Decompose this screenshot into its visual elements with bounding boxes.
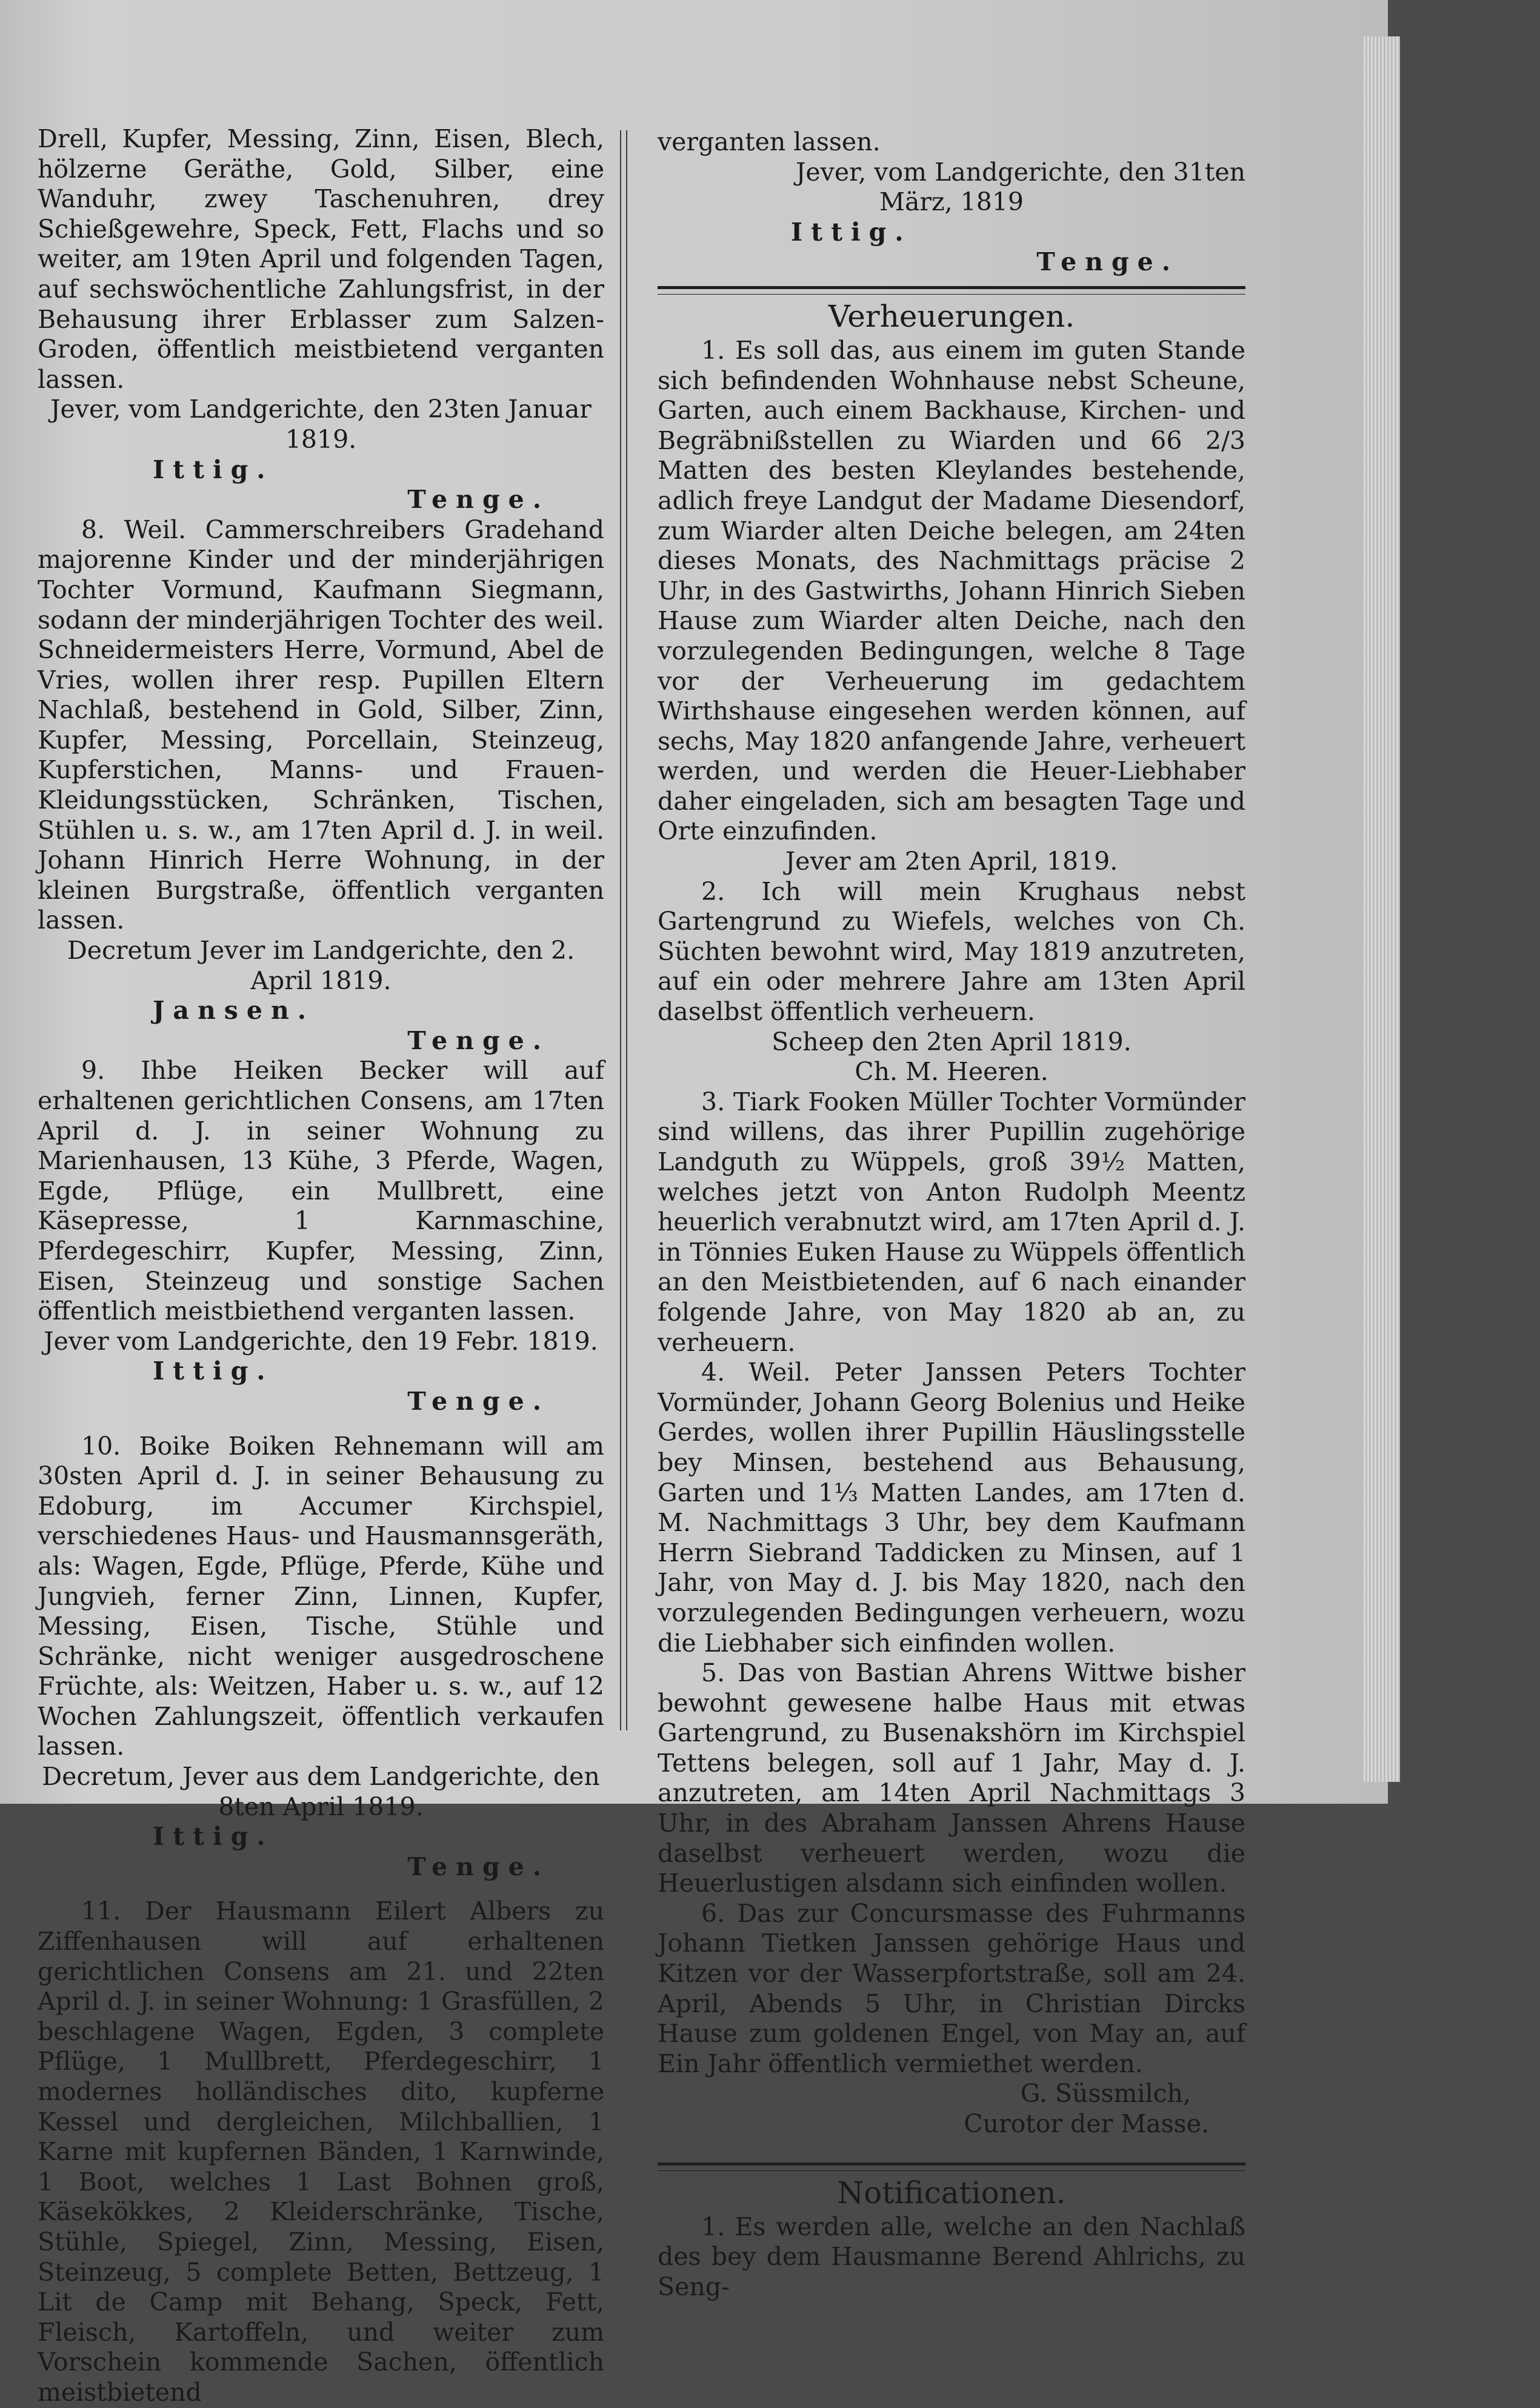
lease-notice-2-date: Scheep den 2ten April 1819. (772, 1027, 1132, 1056)
notice-8: 8. Weil. Cammerschreibers Gradehand majorenne Kinder und der minderjährigen Tochter Vormund, Kaufmann Siegmann, sodann der minderjährigen Tochter des weil. Schneidermeisters Herre, Vormund, Abel de Vries, wollen ihrer resp. Pupillen Eltern Nachlaß, bestehend in Gold, Silber, Zinn, Kupfer, Messing, Porcellain, Steinzeug, Kupferstichen, Manns- und Frauen-Kleidungsstücken, Schränken, Tischen, Stühlen u. s. w., am 17ten April d. J. in weil. Johann Hinrich Herre Wohnung, in der kleinen Burgstraße, öffentlich verganten lassen. (38, 515, 604, 935)
notification-1: 1. Es werden alle, welche an den Nachlaß des bey dem Hausmanne Berend Ahlrichs, zu Seng- (658, 2212, 1245, 2301)
notice-continued: verganten lassen. (658, 127, 881, 156)
signature-tenge: Tenge. (407, 1852, 550, 1881)
section-heading-verheuerungen: Verheuerungen. (828, 298, 1075, 334)
lease-notice-5: 5. Das von Bastian Ahrens Wittwe bisher bewohnt gewesene halbe Haus mit etwas Gartengrund, zu Busenakshörn im Kirchspiel Tettens belegen, soll auf 1 Jahr, May d. J. anzutreten, am 14ten April Nachmittags 3 Uhr, in des Abraham Janssen Ahrens Hause daselbst verheuert werden, wozu die Heuerlustigen alsdann sich einfinden wollen. (658, 1658, 1245, 1898)
lease-notice-2: 2. Ich will mein Krughaus nebst Gartengrund zu Wiefels, welches von Ch. Süchten bewohnt wird, May 1819 anzutreten, auf ein oder mehrere Jahre am 13ten April daselbst öffentlich verheuern. (658, 876, 1245, 1027)
lease-notice-2-signature: Ch. M. Heeren. (855, 1057, 1048, 1087)
signature-ittig: Ittig. (153, 1356, 274, 1386)
signature-ittig: Ittig. (153, 455, 274, 484)
notice-11: 11. Der Hausmann Eilert Albers zu Ziffenhausen will auf erhaltenen gerichtlichen Consens am 21. und 22ten April d. J. in seiner Wohnung: 1 Grasfüllen, 2 beschlagene Wagen, Egden, 3 complete Pflüge, 1 Mullbrett, Pferdegeschirr, 1 modernes holländisches dito, kupferne Kessel und dergleichen, Milchballien, 1 Karne mit kupfernen Bänden, 1 Karnwinde, 1 Boot, welches 1 Last Bohnen groß, Käsekökkes, 2 Kleiderschränke, Tische, Stühle, Spiegel, Zinn, Messing, Eisen, Steinzeug, 5 complete Betten, Bettzeug, 1 Lit de Camp mit Behang, Speck, Fett, Fleisch, Kartoffeln, und weiter zum Vorschein kommende Sachen, öffentlich meistbietend (38, 1896, 604, 2407)
signature-jansen: Jansen. (153, 996, 315, 1026)
signature-curator: Curotor der Masse. (964, 2109, 1209, 2138)
notice-8-date: Decretum Jever im Landgerichte, den 2. April 1819. (67, 936, 575, 995)
lease-notice-1-date: Jever am 2ten April, 1819. (785, 847, 1118, 876)
page-stack-edge (1364, 36, 1400, 1782)
column-divider (620, 130, 627, 1730)
notice-9: 9. Ihbe Heiken Becker will auf erhaltenen gerichtlichen Consens, am 17ten April d. J. in seiner Wohnung zu Marienhausen, 13 Kühe, 3 Pferde, Wagen, Egde, Pflüge, ein Mullbrett, eine Käsepresse, 1 Karnmaschine, Pferdegeschirr, Kupfer, Messing, Zinn, Eisen, Steinzeug und sonstige Sachen öffentlich meistbiethend verganten lassen. (38, 1056, 604, 1326)
lease-notice-4: 4. Weil. Peter Janssen Peters Tochter Vormünder, Johann Georg Bolenius und Heike Gerdes, wollen ihrer Pupillin Häuslingsstelle bey Minsen, bestehend aus Behausung, Garten und 1⅓ Matten Landes, am 17ten d. M. Nachmittags 3 Uhr, bey dem Kaufmann Herrn Siebrand Taddicken zu Minsen, auf 1 Jahr, von May d. J. bis May 1820, nach den vorzulegenden Bedingungen verheuern, wozu die Liebhaber sich einfinden wollen. (658, 1358, 1245, 1658)
signature-suessmilch: G. Süssmilch, (1020, 2079, 1191, 2109)
section-rule (658, 2163, 1245, 2171)
notice-10-date: Decretum, Jever aus dem Landgerichte, den 8ten April 1819. (42, 1762, 600, 1821)
section-rule (658, 286, 1245, 295)
signature-tenge: Tenge. (407, 1026, 550, 1055)
notice-date-line-1: Jever, vom Landgerichte, den 31ten (795, 157, 1245, 187)
notice-date-line-2: März, 1819 (879, 187, 1024, 217)
section-heading-notificationen: Notificationen. (837, 2175, 1066, 2210)
left-column (38, 124, 604, 2408)
notice-9-date: Jever vom Landgerichte, den 19 Febr. 1819. (44, 1326, 598, 1356)
signature-tenge: Tenge. (407, 1386, 550, 1416)
notice-10: 10. Boike Boiken Rehnemann will am 30sten April d. J. in seiner Behausung zu Edoburg, im Accumer Kirchspiel, verschiedenes Haus- und Hausmannsgeräth, als: Wagen, Egde, Pflüge, Pferde, Kühe und Jungvieh, ferner Zinn, Linnen, Kupfer, Messing, Eisen, Tische, Stühle und Schränke, nicht weniger ausgedroschene Früchte, als: Weitzen, Haber u. s. w., auf 12 Wochen Zahlungszeit, öffentlich verkaufen lassen. (38, 1431, 604, 1761)
lease-notice-6: 6. Das zur Concursmasse des Fuhrmanns Johann Tietken Janssen gehörige Haus und Kitzen vor der Wasserpfortstraße, soll am 24. April, Abends 5 Uhr, in Christian Dircks Hause zum goldenen Engel, von May an, auf Ein Jahr öffentlich vermiethet werden. (658, 1898, 1245, 2078)
lease-notice-1: 1. Es soll das, aus einem im guten Stande sich befindenden Wohnhause nebst Scheune, Garten, auch einem Backhause, Kirchen- und Begräbnißstellen zu Wiarden und 66 2/3 Matten des besten Kleylandes bestehende, adlich freye Landgut der Madame Diesendorf, zum Wiarder alten Deiche belegen, am 24ten dieses Monats, des Nachmittags präcise 2 Uhr, in des Gastwirths, Johann Hinrich Sieben Hause zum Wiarder alten Deiche, nach den vorzulegenden Bedingungen, welche 8 Tage vor der Verheuerung im gedachtem Wirthshause eingesehen werden können, auf sechs, May 1820 anfangende Jahre, verheuert werden, und werden die Heuer-Liebhaber daher eingeladen, sich am besagten Tage und Orte einzufinden. (658, 335, 1245, 846)
right-column (658, 127, 1245, 2302)
auction-notice-continued: Drell, Kupfer, Messing, Zinn, Eisen, Blech, hölzerne Geräthe, Gold, Silber, eine Wanduhr, zwey Taschenuhren, drey Schießgewehre, Speck, Fett, Flachs und so weiter, am 19ten April und folgenden Tagen, auf sechswöchentliche Zahlungsfrist, in der Behausung ihrer Erblasser zum Salzen-Groden, öffentlich meistbietend verganten lassen. (38, 124, 604, 394)
lease-notice-3: 3. Tiark Fooken Müller Tochter Vormünder sind willens, das ihrer Pupillin zugehörige Landguth zu Wüppels, groß 39½ Matten, welches jetzt von Anton Rudolph Meentz heuerlich verabnutzt wird, am 17ten April d. J. in Tönnies Euken Hause zu Wüppels öffentlich an den Meistbietenden, auf 6 nach einander folgende Jahre, von May 1820 ab an, zu verheuern. (658, 1087, 1245, 1357)
notice-date: Jever, vom Landgerichte, den 23ten Januar 1819. (50, 395, 592, 454)
signature-ittig: Ittig. (153, 1822, 274, 1852)
signature-tenge: Tenge. (1036, 247, 1179, 277)
signature-ittig: Ittig. (791, 217, 912, 247)
signature-tenge: Tenge. (407, 485, 550, 515)
